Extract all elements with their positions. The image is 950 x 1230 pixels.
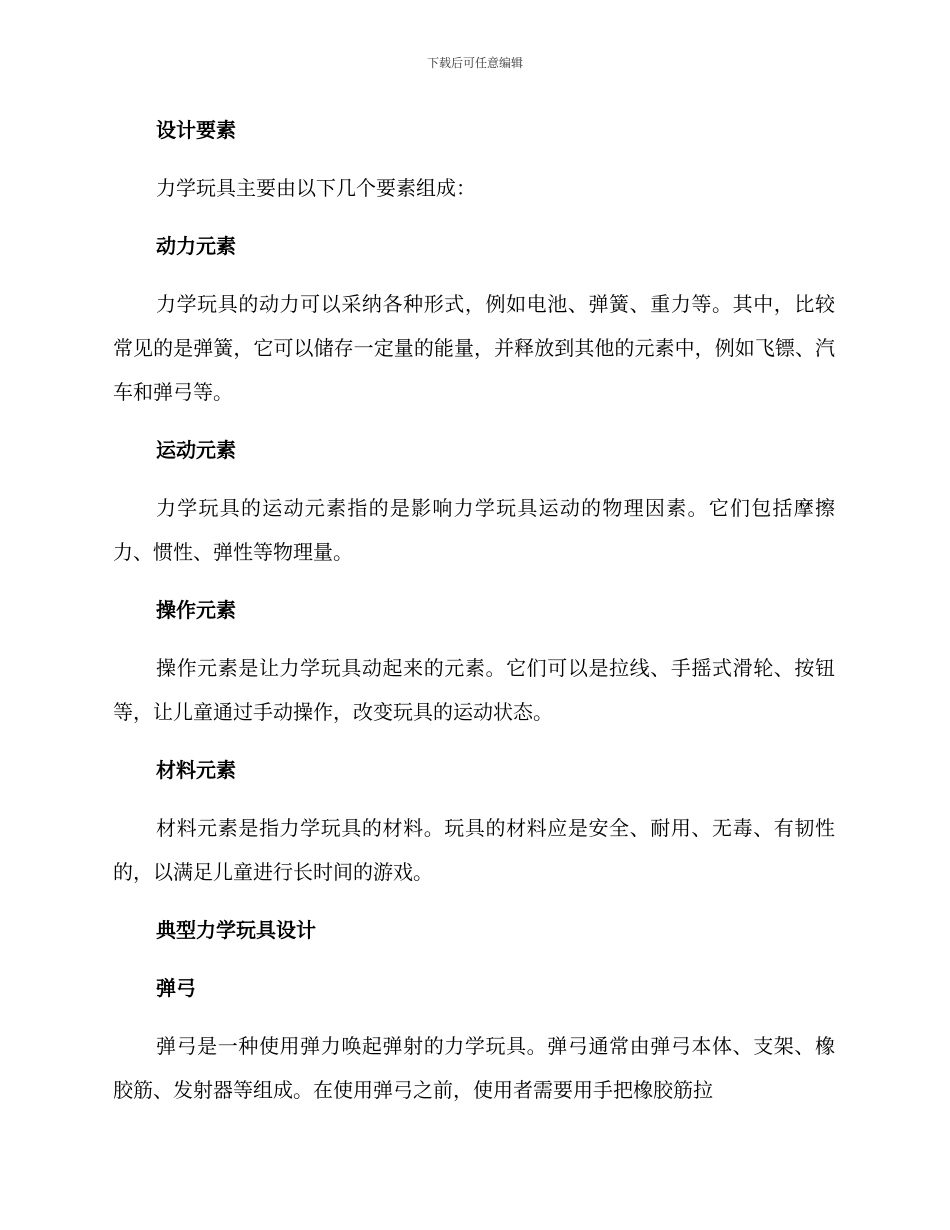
page-header: 下载后可任意编辑 — [426, 56, 523, 70]
paragraph-material-element: 材料元素是指力学玩具的材料。玩具的材料应是安全、耐用、无毒、有韧性的，以满足儿童进行长时间的游戏。 — [113, 816, 835, 884]
paragraph-slingshot: 弹弓是一种使用弹力唤起弹射的力学玩具。弹弓通常由弹弓本体、支架、橡胶筋、发射器等组成。在使用弹弓之前，使用者需要用手把橡胶筋拉 — [113, 1034, 835, 1102]
document-body — [113, 108, 835, 1126]
paragraph-power-element: 力学玩具的动力可以采纳各种形式，例如电池、弹簧、重力等。其中，比较常见的是弹簧，它可以储存一定量的能量，并释放到其他的元素中，例如飞镖、汽车和弹弓等。 — [113, 292, 835, 404]
heading-motion-element: 运动元素 — [156, 438, 236, 462]
heading-operation-element: 操作元素 — [156, 598, 236, 622]
heading-design-elements: 设计要素 — [156, 118, 236, 142]
heading-slingshot: 弹弓 — [156, 976, 196, 1000]
heading-typical-toy-design: 典型力学玩具设计 — [156, 918, 316, 942]
paragraph-motion-element: 力学玩具的运动元素指的是影响力学玩具运动的物理因素。它们包括摩擦力、惯性、弹性等物理量。 — [113, 496, 835, 564]
heading-material-element: 材料元素 — [156, 758, 236, 782]
paragraph-intro: 力学玩具主要由以下几个要素组成： — [156, 176, 476, 200]
paragraph-operation-element: 操作元素是让力学玩具动起来的元素。它们可以是拉线、手摇式滑轮、按钮等，让儿童通过手动操作，改变玩具的运动状态。 — [113, 656, 835, 724]
heading-power-element: 动力元素 — [156, 234, 236, 258]
